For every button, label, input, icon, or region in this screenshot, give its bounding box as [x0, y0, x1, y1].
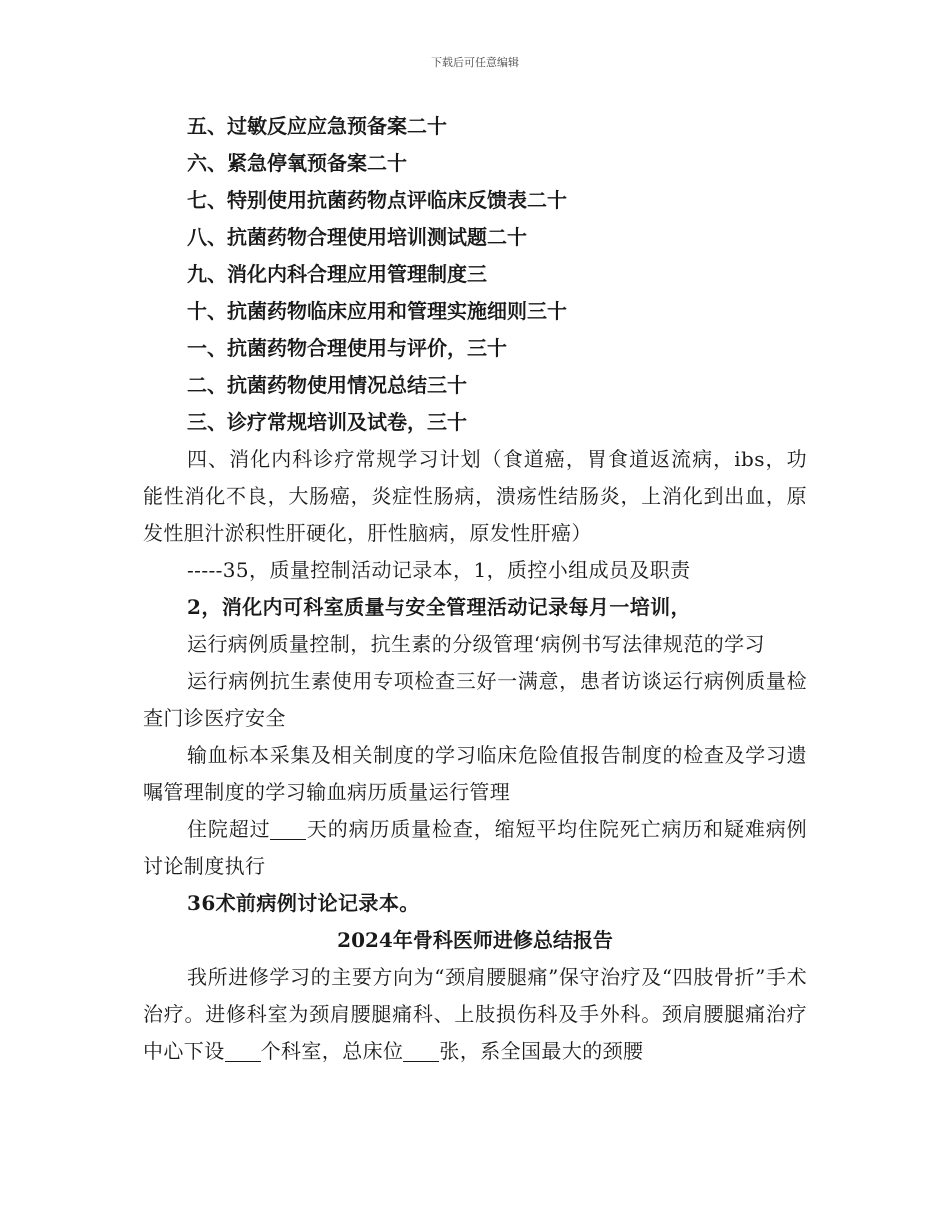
hospital-stay-text-after: 天的病历质量检查，缩短平均住院死亡病历和疑难病例讨论制度执行	[143, 817, 807, 878]
page-header-note: 下载后可任意编辑	[431, 56, 519, 69]
toc-item-5: 五、过敏反应应急预备案二十	[187, 114, 447, 138]
paragraph-case-control: 运行病例质量控制，抗生素的分级管理‘病例书写法律规范的学习	[187, 632, 765, 656]
report-title: 2024年骨科医师进修总结报告	[337, 928, 613, 952]
blank-department-count	[225, 1041, 261, 1062]
blank-days	[270, 819, 306, 840]
paragraph-antibiotic-check: 运行病例抗生素使用专项检查三好一满意，患者访谈运行病例质量检查门诊医疗安全	[143, 669, 807, 730]
paragraph-hospital-stay	[143, 811, 807, 885]
toc-item-10: 十、抗菌药物临床应用和管理实施细则三十	[187, 299, 567, 323]
toc-item-3: 三、诊疗常规培训及试卷，三十	[187, 410, 467, 434]
report-body-part-2: 个科室，总床位	[260, 1039, 404, 1063]
blank-bed-count	[403, 1041, 439, 1062]
paragraph-study-plan: 四、消化内科诊疗常规学习计划（食道癌，胃食道返流病，ibs，功能性消化不良，大肠癌，炎症性肠病，溃疡性结肠炎，上消化到出血，原发性胆汁淤积性肝硬化，肝性脑病，原发性肝癌）	[143, 447, 807, 545]
toc-item-2: 二、抗菌药物使用情况总结三十	[187, 373, 467, 397]
toc-item-1: 一、抗菌药物合理使用与评价，三十	[187, 336, 507, 360]
paragraph-quality-record: -----35，质量控制活动记录本，1，质控小组成员及职责	[187, 558, 691, 582]
hospital-stay-text-before: 住院超过	[187, 817, 271, 841]
report-body-part-3: 张，系全国最大的颈腰	[439, 1039, 644, 1063]
paragraph-safety-management: 2，消化内可科室质量与安全管理活动记录每月一培训，	[187, 595, 691, 619]
toc-item-8: 八、抗菌药物合理使用培训测试题二十	[187, 225, 527, 249]
paragraph-preop-discussion: 36术前病例讨论记录本。	[187, 891, 420, 915]
toc-item-6: 六、紧急停氧预备案二十	[187, 151, 407, 175]
report-body-part-1: 我所进修学习的主要方向为“颈肩腰腿痛”保守治疗及“四肢骨折”手术治疗。进修科室为颈肩腰腿痛科、上肢损伤科及手外科。颈肩腰腿痛治疗中心下设	[143, 965, 807, 1063]
toc-item-7: 七、特别使用抗菌药物点评临床反馈表二十	[187, 188, 567, 212]
paragraph-blood-transfusion: 输血标本采集及相关制度的学习临床危险值报告制度的检查及学习遗嘱管理制度的学习输血病历质量运行管理	[143, 743, 807, 804]
report-body	[143, 959, 807, 1070]
toc-item-9: 九、消化内科合理应用管理制度三	[187, 262, 487, 286]
document-body	[143, 108, 807, 1070]
